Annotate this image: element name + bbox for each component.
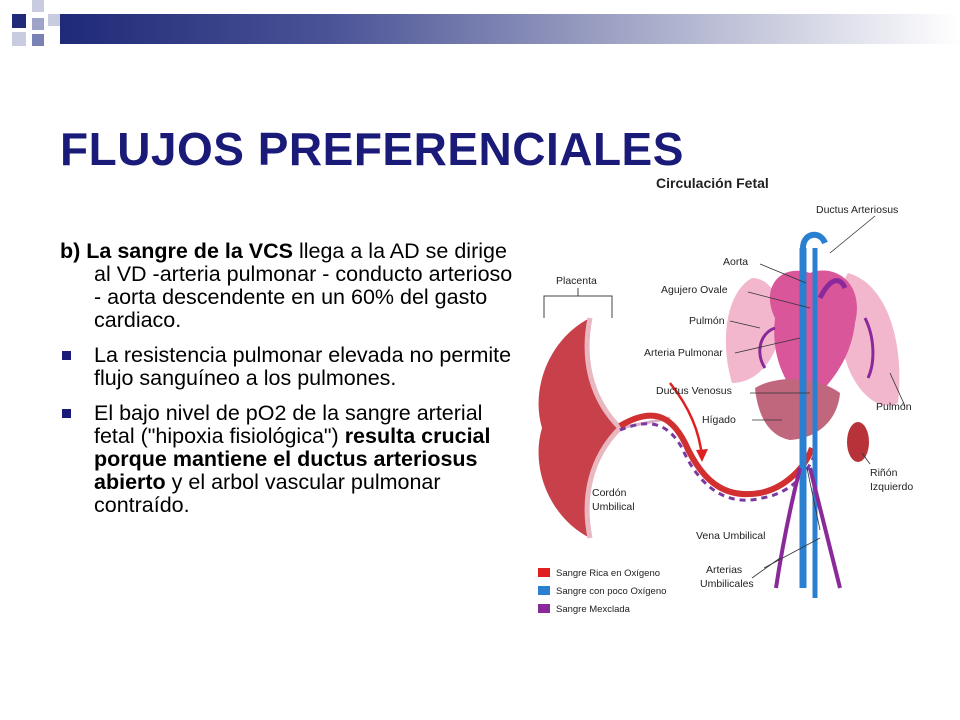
label-arteria-pulmonar: Arteria Pulmonar (644, 347, 723, 359)
header-square (32, 34, 44, 46)
intro-paragraph (60, 240, 520, 332)
kidney (847, 422, 869, 462)
liver (755, 379, 840, 440)
label-arterias: Arterias (706, 564, 743, 576)
slide-body (60, 240, 520, 529)
slide-title: FLUJOS PREFERENCIALES (60, 123, 684, 175)
label-pulmon-right: Pulmón (876, 401, 912, 413)
bullet-square-icon (62, 351, 71, 360)
label-ductus-arteriosus: Ductus Arteriosus (816, 204, 899, 216)
label-placenta: Placenta (556, 275, 597, 287)
legend-label: Sangre Mexclada (556, 604, 630, 615)
header-square (48, 14, 60, 26)
intro-lead: b) La sangre de la VCS (60, 239, 293, 263)
fetal-circulation-figure (520, 168, 960, 620)
legend-swatch (538, 604, 550, 613)
bullet-item (60, 344, 520, 390)
legend-swatch (538, 568, 550, 577)
figure-legend (538, 568, 666, 615)
bullet-text-post: y el arbol vascular pulmonar contraído. (94, 470, 441, 517)
bullet-text-pre: El bajo nivel de pO2 de la sangre arterial fetal ("hipoxia fisiológica") (94, 401, 483, 448)
label-vena-umbilical: Vena Umbilical (696, 530, 766, 542)
header-square (32, 18, 44, 30)
figure-title: Circulación Fetal (656, 175, 769, 191)
bullet-text: La resistencia pulmonar elevada no permite flujo sanguíneo a los pulmones. (94, 343, 512, 390)
legend-label: Sangre Rica en Oxígeno (556, 568, 661, 579)
header-square (12, 32, 26, 46)
bullet-text-bold: resulta crucial porque mantiene el ductus arteriosus abierto (94, 424, 491, 494)
bullet-square-icon (62, 409, 71, 418)
header-bar (60, 14, 960, 44)
header-square (12, 14, 26, 28)
bullet-item (60, 402, 520, 517)
legend-label: Sangre con poco Oxígeno (556, 586, 667, 597)
label-higado: Hígado (702, 414, 736, 426)
label-ductus-venosus: Ductus Venosus (656, 385, 732, 397)
legend-swatch (538, 586, 550, 595)
label-aorta: Aorta (723, 256, 749, 268)
label-rinon: Riñón (870, 467, 898, 479)
label-pulmon-left: Pulmón (689, 315, 725, 327)
flow-arrow-head (696, 449, 708, 462)
label-umbilical: Umbilical (592, 501, 635, 513)
intro-rest: llega a la AD se dirige al VD -arteria pulmonar - conducto arterioso - aorta descendente en un 60% del gasto cardiaco. (94, 239, 513, 332)
label-izquierdo: Izquierdo (870, 481, 914, 493)
label-agujero-ovale: Agujero Ovale (661, 284, 728, 296)
header-square (32, 0, 44, 12)
placenta-bracket (544, 288, 612, 318)
label-umbilicales: Umbilicales (700, 578, 754, 590)
label-cordon: Cordón (592, 487, 627, 499)
